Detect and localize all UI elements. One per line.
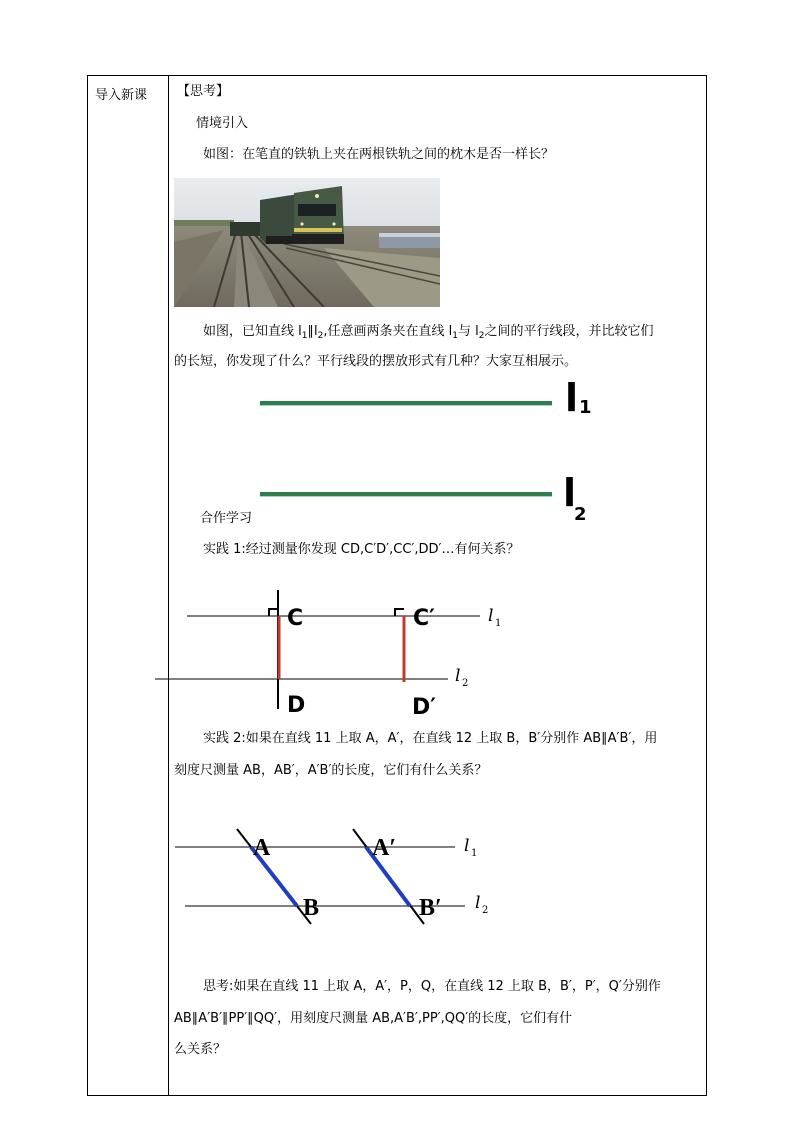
practice-1: 实践 1:经过测量你发现 CD,C′D′,CC′,DD′…有何关系？ [203, 542, 520, 557]
label-B: B [303, 895, 320, 921]
think-line-1: 思考:如果在直线 11 上取 A，A′，P，Q，在直线 12 上取 B，B′，P′，Q′分别作 [203, 979, 661, 994]
section-heading: 【思考】 [177, 84, 230, 99]
question-1: 如图：在笔直的铁轨上夹在两根铁轨之间的枕木是否一样长？ [203, 147, 555, 162]
label-l2-sub: 2 [574, 504, 587, 525]
label-B-prime: B′ [419, 895, 442, 921]
scene-intro: 情境引入 [196, 116, 249, 131]
label-l1: l [565, 376, 579, 420]
label-D: D [287, 693, 306, 718]
train-photo [174, 178, 440, 307]
right-angle-mark-C [269, 609, 278, 616]
label-A: A [253, 835, 271, 861]
question-2-part-a: 如图，已知直线 l [203, 324, 302, 339]
label-l2: l [455, 666, 461, 686]
question-2-line-2: 的长短，你发现了什么？平行线段的摆放形式有几种？大家互相展示。 [174, 354, 578, 369]
label-l2: l [563, 471, 577, 515]
question-2-part-e: 之间的平行线段，并比较它们 [484, 324, 654, 339]
label-l1: l [488, 606, 494, 626]
practice-2-line-1: 实践 2:如果在直线 11 上取 A，A′，在直线 12 上取 B，B′分别作 AB∥A′B′，用 [203, 731, 658, 746]
label-l1-sub: 1 [579, 397, 592, 418]
think-line-3: 么关系？ [174, 1042, 227, 1057]
label-A-prime: A′ [372, 835, 397, 861]
oblique-figure [170, 820, 500, 930]
question-2-line-1 [203, 323, 653, 345]
right-angle-mark-C-prime [395, 609, 404, 616]
practice-2-line-2: 刻度尺测量 AB，AB′，A′B′的长度，它们有什么关系？ [174, 763, 488, 778]
perpendicular-figure [150, 585, 502, 720]
label-D-prime: D′ [412, 695, 437, 720]
label-l1: l [464, 836, 470, 856]
subscript-2: 2 [478, 331, 485, 341]
label-l1-sub: 1 [471, 848, 478, 859]
parallel-lines-figure [250, 375, 600, 530]
label-C-prime: C′ [413, 606, 435, 631]
label-C: C [287, 606, 304, 631]
question-2-part-c: ,任意画两条夹在直线 l [323, 324, 453, 339]
question-2-part-b: ∥l [307, 324, 318, 339]
label-l2: l [475, 893, 481, 913]
coop-title: 合作学习 [200, 511, 253, 526]
label-l1-sub: 1 [495, 618, 502, 629]
subscript-1: 1 [301, 331, 308, 341]
label-l2-sub: 2 [482, 905, 489, 916]
subscript-1: 1 [452, 331, 458, 341]
row-label: 导入新课 [95, 88, 148, 103]
subscript-2: 2 [317, 331, 324, 341]
think-line-2: AB∥A′B′∥PP′∥QQ′，用刻度尺测量 AB,A′B′,PP′,QQ′的长度，它们有什 [174, 1011, 573, 1026]
question-2-part-d: 与 l [457, 324, 479, 339]
label-l2-sub: 2 [462, 678, 469, 689]
